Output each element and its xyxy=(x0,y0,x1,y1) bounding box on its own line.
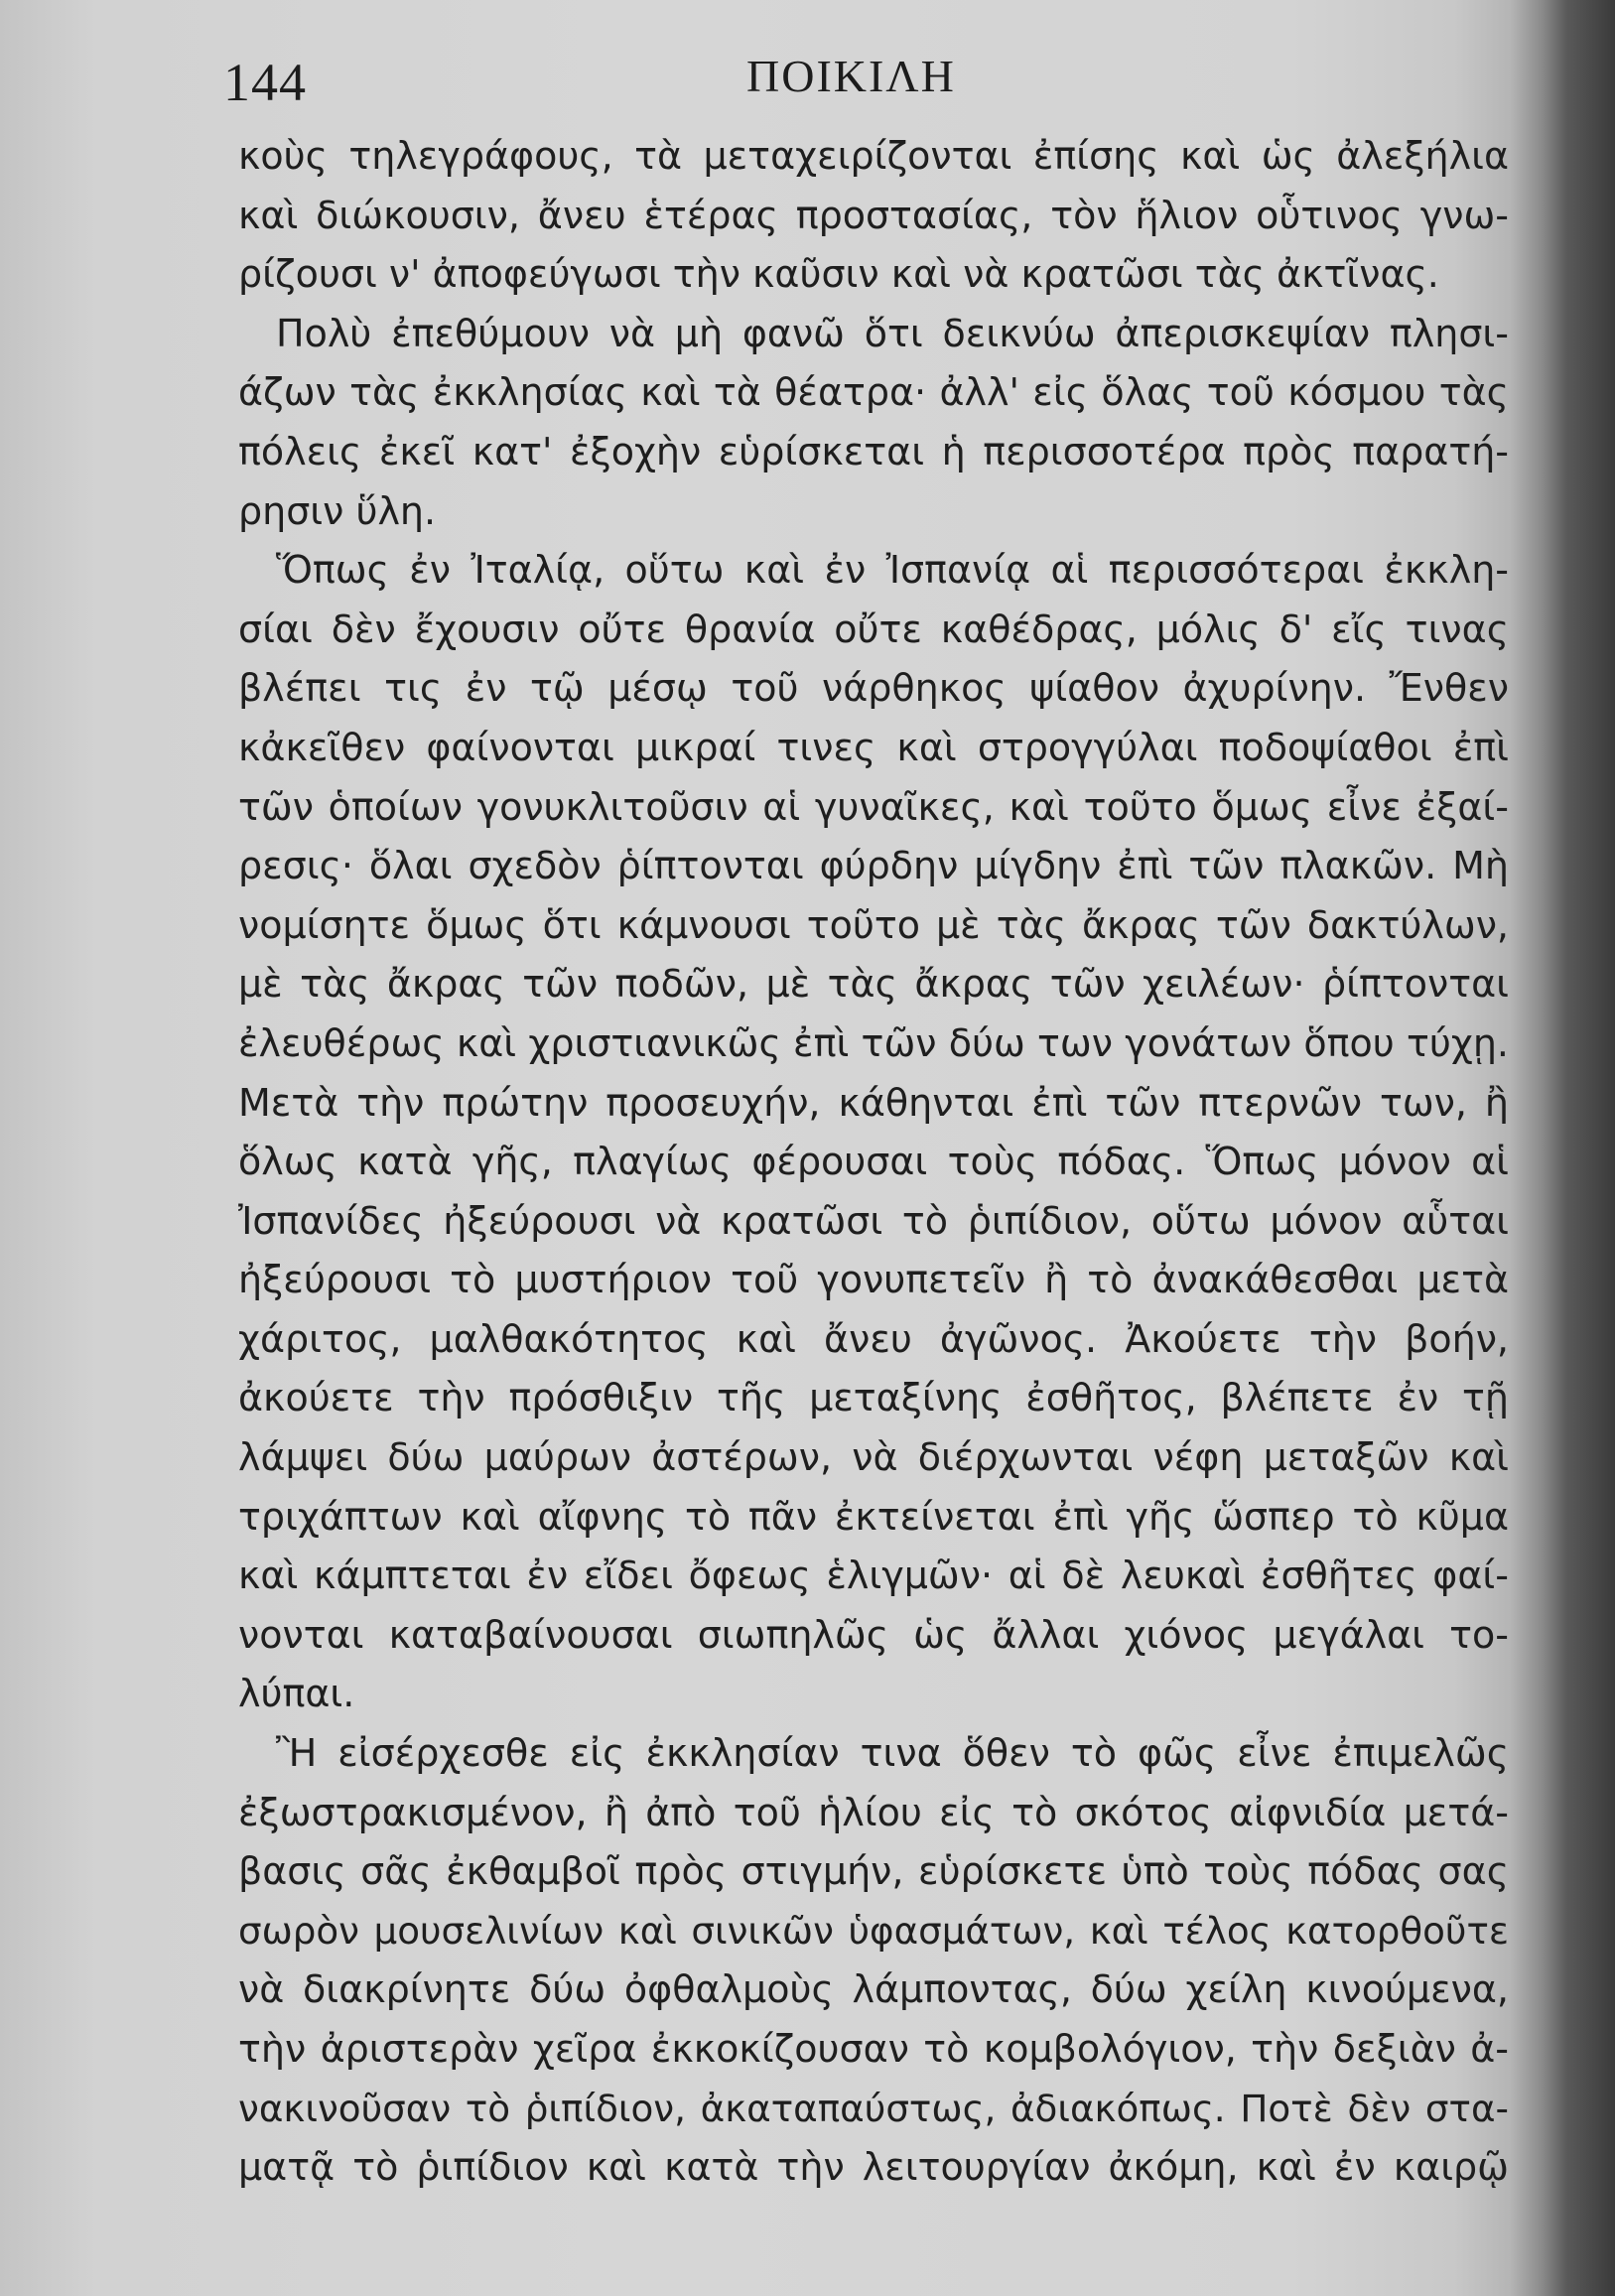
text-line: χάριτος, μαλθακότητος καὶ ἄνευ ἀγῶνος. Ἀκούετε τὴν βοήν, xyxy=(238,1316,1509,1361)
text-line: σίαι δὲν ἔχουσιν οὔτε θρανία οὔτε καθέδρας, μόλις δ' εἴς τινας xyxy=(238,607,1509,651)
text-line: νακινοῦσαν τὸ ῥιπίδιον, ἀκαταπαύστως, ἀδιακόπως. Ποτὲ δὲν στα- xyxy=(238,2086,1509,2130)
text-line: ρησιν ὕλη. xyxy=(238,488,437,533)
text-line: νὰ διακρίνητε δύω ὀφθαλμοὺς λάμποντας, δύω χείλη κινούμενα, xyxy=(238,1967,1509,2012)
text-line: τὴν ἀριστερὰν χεῖρα ἐκκοκίζουσαν τὸ κομβολόγιον, τὴν δεξιὰν ἀ- xyxy=(238,2027,1509,2071)
text-line: πόλεις ἐκεῖ κατ' ἐξοχὴν εὑρίσκεται ἡ περισσοτέρα πρὸς παρατή- xyxy=(238,429,1509,473)
text-line: ματᾷ τὸ ῥιπίδιον καὶ κατὰ τὴν λειτουργίαν ἀκόμη, καὶ ἐν καιρῷ xyxy=(238,2145,1509,2190)
text-line: βλέπει τις ἐν τῷ μέσῳ τοῦ νάρθηκος ψίαθον ἀχυρίνην. Ἔνθεν xyxy=(238,666,1509,711)
text-line: μὲ τὰς ἄκρας τῶν ποδῶν, μὲ τὰς ἄκρας τῶν χειλέων· ῥίπτονται xyxy=(238,962,1509,1007)
text-line: λάμψει δύω μαύρων ἀστέρων, νὰ διέρχωνται νέφη μεταξῶν καὶ xyxy=(238,1435,1509,1480)
text-line: λύπαι. xyxy=(238,1672,355,1716)
text-line: Μετὰ τὴν πρώτην προσευχήν, κάθηνται ἐπὶ τῶν πτερνῶν των, ἢ xyxy=(238,1080,1509,1125)
text-line: ρίζουσι ν' ἀποφεύγωσι τὴν καῦσιν καὶ νὰ κρατῶσι τὰς ἀκτῖνας. xyxy=(238,252,1439,297)
text-line: ἠξεύρουσι τὸ μυστήριον τοῦ γονυπετεῖν ἢ τὸ ἀνακάθεσθαι μετὰ xyxy=(238,1258,1509,1302)
text-line: ὅλως κατὰ γῆς, πλαγίως φέρουσαι τοὺς πόδας. Ὅπως μόνον αἱ xyxy=(238,1140,1509,1184)
text-line: άζων τὰς ἐκκλησίας καὶ τὰ θέατρα· ἀλλ' εἰς ὅλας τοῦ κόσμου τὰς xyxy=(238,370,1509,415)
text-line: τῶν ὁποίων γονυκλιτοῦσιν αἱ γυναῖκες, καὶ τοῦτο ὅμως εἶνε ἐξαί- xyxy=(238,784,1509,829)
text-line: ἀκούετε τὴν πρόσθιξιν τῆς μεταξίνης ἐσθῆτος, βλέπετε ἐν τῇ xyxy=(238,1376,1509,1420)
text-line: βασις σᾶς ἐκθαμβοῖ πρὸς στιγμήν, εὑρίσκετε ὑπὸ τοὺς πόδας σας xyxy=(238,1849,1509,1894)
page-number: 144 xyxy=(223,53,307,112)
text-line: τριχάπτων καὶ αἴφνης τὸ πᾶν ἐκτείνεται ἐπὶ γῆς ὥσπερ τὸ κῦμα xyxy=(238,1494,1509,1539)
body-text xyxy=(238,127,1509,2281)
text-line: ρεσις· ὅλαι σχεδὸν ῥίπτονται φύρδην μίγδην ἐπὶ τῶν πλακῶν. Μὴ xyxy=(238,844,1509,888)
text-line: καὶ κάμπτεται ἐν εἴδει ὄφεως ἑλιγμῶν· αἱ δὲ λευκαὶ ἐσθῆτες φαί- xyxy=(238,1553,1509,1598)
text-line: Πολὺ ἐπεθύμουν νὰ μὴ φανῶ ὅτι δεικνύω ἀπερισκεψίαν πλησι- xyxy=(276,311,1509,355)
text-line: ἐξωστρακισμένον, ἢ ἀπὸ τοῦ ἡλίου εἰς τὸ σκότος αἰφνιδία μετά- xyxy=(238,1790,1509,1834)
text-line: νομίσητε ὅμως ὅτι κάμνουσι τοῦτο μὲ τὰς ἄκρας τῶν δακτύλων, xyxy=(238,902,1509,947)
text-line: Ἢ εἰσέρχεσθε εἰς ἐκκλησίαν τινα ὅθεν τὸ φῶς εἶνε ἐπιμελῶς xyxy=(276,1731,1509,1776)
page-header xyxy=(0,38,1615,117)
text-line: καὶ διώκουσιν, ἄνευ ἑτέρας προστασίας, τὸν ἥλιον οὗτινος γνω- xyxy=(238,193,1509,237)
running-title: ΠΟΙΚΙΛΗ xyxy=(746,51,956,101)
text-line: σωρὸν μουσελινίων καὶ σινικῶν ὑφασμάτων, καὶ τέλος κατορθοῦτε xyxy=(238,1908,1509,1953)
text-line: Ἰσπανίδες ἠξεύρουσι νὰ κρατῶσι τὸ ῥιπίδιον, οὕτω μόνον αὗται xyxy=(238,1198,1509,1243)
text-line: κἀκεῖθεν φαίνονται μικραί τινες καὶ στρογγύλαι ποδοψίαθοι ἐπὶ xyxy=(238,725,1509,769)
text-line: κοὺς τηλεγράφους, τὰ μεταχειρίζονται ἐπίσης καὶ ὡς ἀλεξήλια xyxy=(238,134,1509,178)
text-line: ἐλευθέρως καὶ χριστιανικῶς ἐπὶ τῶν δύω των γονάτων ὅπου τύχῃ. xyxy=(238,1020,1509,1065)
text-line: νονται καταβαίνουσαι σιωπηλῶς ὡς ἄλλαι χιόνος μεγάλαι το- xyxy=(238,1612,1509,1657)
text-line: Ὅπως ἐν Ἰταλίᾳ, οὕτω καὶ ἐν Ἰσπανίᾳ αἱ περισσότεραι ἐκκλη- xyxy=(276,548,1509,593)
